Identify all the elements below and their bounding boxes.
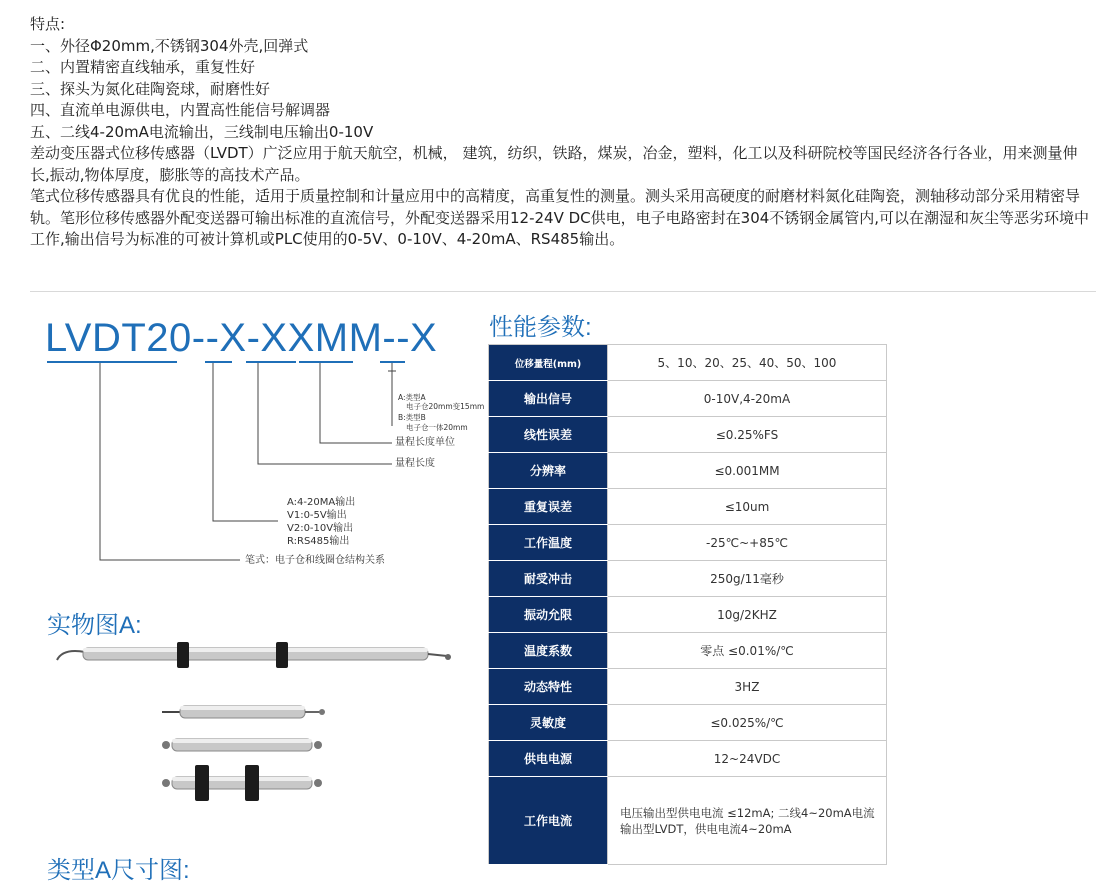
type-a-note: 电子仓20mm变15mm bbox=[406, 402, 485, 411]
param-key: 动态特性 bbox=[489, 669, 608, 705]
sensor-short-image bbox=[160, 700, 330, 724]
table-row bbox=[489, 381, 887, 417]
param-value: ≤10um bbox=[608, 489, 887, 525]
table-row bbox=[489, 489, 887, 525]
param-key: 灵敏度 bbox=[489, 705, 608, 741]
photo-a-title: 实物图A: bbox=[47, 612, 142, 639]
sensor-short-image bbox=[160, 733, 330, 757]
param-key: 供电电源 bbox=[489, 741, 608, 777]
output-option: R:RS485输出 bbox=[287, 536, 350, 547]
model-code-title: LVDT20--X-XXMM--X bbox=[45, 316, 438, 360]
param-value: 5、10、20、25、40、50、100 bbox=[608, 345, 887, 381]
description-paragraph: 差动变压器式位移传感器（LVDT）广泛应用于航天航空，机械， 建筑，纺织，铁路，煤炭，冶金，塑料，化工以及科研院校等国民经济各行各业，用来测量伸长,振动,物体厚度，膨胀等的高技术产品。 bbox=[30, 144, 1078, 184]
type-b-note: 电子仓一体20mm bbox=[406, 423, 468, 432]
feature-item: 二、内置精密直线轴承，重复性好 bbox=[30, 58, 256, 76]
param-key: 振动允限 bbox=[489, 597, 608, 633]
param-key: 温度系数 bbox=[489, 633, 608, 669]
param-key: 耐受冲击 bbox=[489, 561, 608, 597]
range-length-label: 量程长度 bbox=[395, 458, 435, 469]
feature-item: 四、直流单电源供电，内置高性能信号解调器 bbox=[30, 101, 331, 119]
model-code-diagram bbox=[0, 0, 480, 600]
table-row bbox=[489, 417, 887, 453]
param-value: 0-10V,4-20mA bbox=[608, 381, 887, 417]
param-value: ≤0.25%FS bbox=[608, 417, 887, 453]
param-value: 12~24VDC bbox=[608, 741, 887, 777]
param-value: 3HZ bbox=[608, 669, 887, 705]
param-value: 10g/2KHZ bbox=[608, 597, 887, 633]
table-row bbox=[489, 597, 887, 633]
features-heading: 特点: bbox=[30, 15, 66, 33]
table-row bbox=[489, 777, 887, 865]
sensor-clamped-image bbox=[160, 762, 330, 804]
params-table bbox=[488, 344, 887, 865]
range-unit-label: 量程长度单位 bbox=[395, 437, 455, 448]
table-row bbox=[489, 633, 887, 669]
type-b-label: B:类型B bbox=[398, 413, 426, 422]
param-key: 线性误差 bbox=[489, 417, 608, 453]
param-value: 电压输出型供电电流 ≤12mA; 二线4~20mA电流输出型LVDT，供电电流4~20mA bbox=[608, 777, 887, 865]
feature-item: 五、二线4-20mA电流输出，三线制电压输出0-10V bbox=[30, 122, 374, 141]
description-paragraph: 笔式位移传感器具有优良的性能，适用于质量控制和计量应用中的高精度，高重复性的测量。测头采用高硬度的耐磨材料氮化硅陶瓷，测轴移动部分采用精密导轨。笔形位移传感器外配变送器可输出标准的直流信号，外配变送器采用12-24V DC供电，电子电路密封在304不锈钢金属管内,可以在潮湿和灰尘等恶劣环境中工作,输出信号为标准的可被计算机或PLC使用的0-5V、0-10V、4-20mA、RS485输出。 bbox=[30, 187, 1090, 248]
type-a-label: A:类型A bbox=[398, 393, 426, 402]
param-key: 位移量程(mm) bbox=[489, 345, 608, 381]
param-value: ≤0.025%/℃ bbox=[608, 705, 887, 741]
param-value: 250g/11毫秒 bbox=[608, 561, 887, 597]
table-row bbox=[489, 741, 887, 777]
table-row bbox=[489, 525, 887, 561]
params-title: 性能参数: bbox=[489, 314, 592, 341]
table-row bbox=[489, 669, 887, 705]
param-value: ≤0.001MM bbox=[608, 453, 887, 489]
output-option: V2:0-10V输出 bbox=[287, 523, 354, 534]
param-key: 重复误差 bbox=[489, 489, 608, 525]
table-row bbox=[489, 705, 887, 741]
param-value: 零点 ≤0.01%/℃ bbox=[608, 633, 887, 669]
feature-item: 一、外径Φ20mm,不锈钢304外壳,回弹式 bbox=[30, 36, 309, 55]
table-row bbox=[489, 345, 887, 381]
sensor-long-image bbox=[55, 640, 455, 680]
output-option: V1:0-5V输出 bbox=[287, 510, 347, 521]
structure-label: 笔式：电子仓和线圈仓结构关系 bbox=[245, 555, 385, 566]
table-row bbox=[489, 453, 887, 489]
table-row bbox=[489, 561, 887, 597]
dims-a-title: 类型A尺寸图: bbox=[47, 857, 190, 884]
output-option: A:4-20MA输出 bbox=[287, 497, 356, 508]
param-value: -25℃~+85℃ bbox=[608, 525, 887, 561]
param-key: 工作电流 bbox=[489, 777, 608, 865]
param-key: 工作温度 bbox=[489, 525, 608, 561]
param-key: 分辨率 bbox=[489, 453, 608, 489]
feature-item: 三、探头为氮化硅陶瓷球，耐磨性好 bbox=[30, 79, 271, 98]
param-key: 输出信号 bbox=[489, 381, 608, 417]
